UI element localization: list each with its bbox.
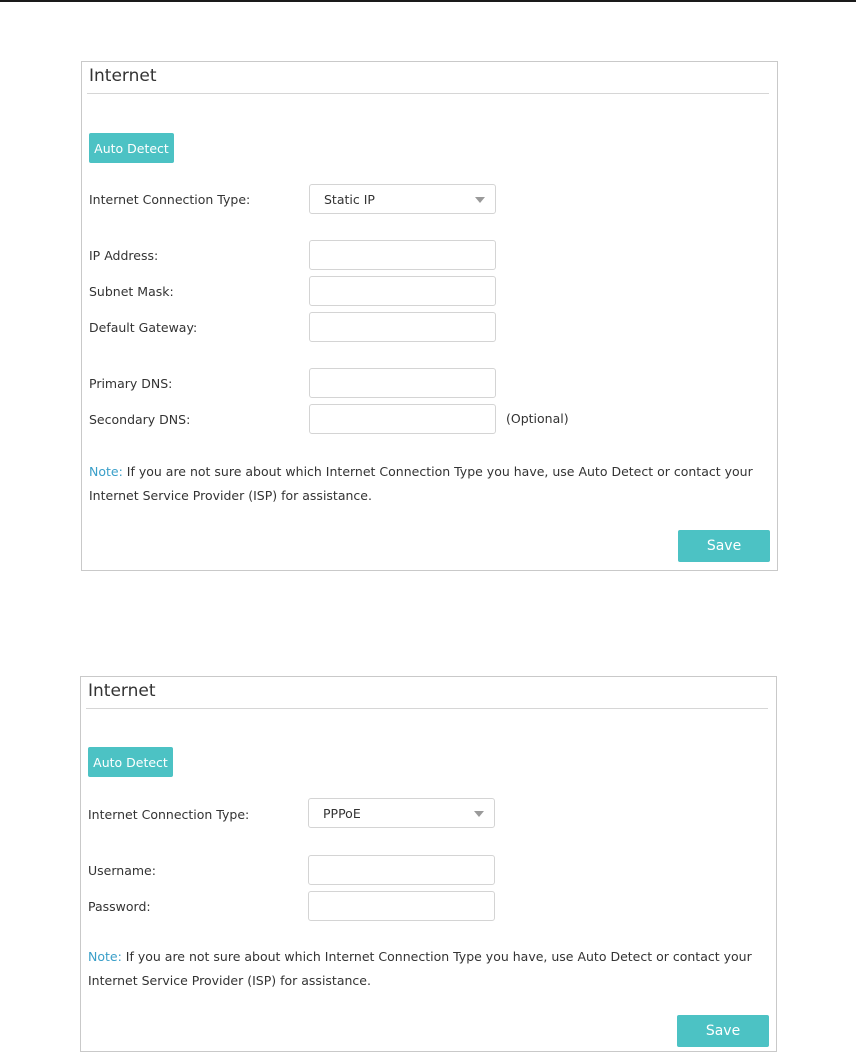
connection-type-select[interactable] — [308, 798, 495, 828]
connection-type-label: Internet Connection Type: — [88, 807, 250, 822]
ip-address-input[interactable] — [309, 240, 496, 270]
note-body: If you are not sure about which Internet Connection Type you have, use Auto Detect or contact your Internet Service Provider (ISP) for assistance. — [89, 464, 753, 503]
title-divider — [86, 708, 768, 709]
username-input[interactable] — [308, 855, 495, 885]
connection-type-value: Static IP — [324, 192, 375, 207]
default-gateway-input[interactable] — [309, 312, 496, 342]
auto-detect-button[interactable]: Auto Detect — [88, 747, 173, 777]
ip-address-label: IP Address: — [89, 248, 159, 263]
panel-title: Internet — [88, 681, 156, 701]
username-label: Username: — [88, 863, 156, 878]
password-input[interactable] — [308, 891, 495, 921]
auto-detect-button[interactable]: Auto Detect — [89, 133, 174, 163]
connection-type-select[interactable] — [309, 184, 496, 214]
save-button[interactable]: Save — [678, 530, 770, 562]
internet-panel-pppoe — [80, 676, 777, 1052]
note-body: If you are not sure about which Internet Connection Type you have, use Auto Detect or contact your Internet Service Provider (ISP) for assistance. — [88, 949, 752, 988]
connection-type-label: Internet Connection Type: — [89, 192, 251, 207]
chevron-down-icon — [475, 197, 485, 203]
internet-panel-static-ip — [81, 61, 778, 571]
page-top-rule — [0, 0, 856, 2]
optional-hint: (Optional) — [506, 411, 569, 426]
secondary-dns-input[interactable] — [309, 404, 496, 434]
note-label: Note: — [88, 949, 122, 964]
note-label: Note: — [89, 464, 123, 479]
connection-type-value: PPPoE — [323, 806, 361, 821]
password-label: Password: — [88, 899, 151, 914]
subnet-mask-input[interactable] — [309, 276, 496, 306]
chevron-down-icon — [474, 811, 484, 817]
subnet-mask-label: Subnet Mask: — [89, 284, 174, 299]
secondary-dns-label: Secondary DNS: — [89, 412, 191, 427]
note-text — [88, 945, 768, 993]
primary-dns-label: Primary DNS: — [89, 376, 173, 391]
default-gateway-label: Default Gateway: — [89, 320, 198, 335]
primary-dns-input[interactable] — [309, 368, 496, 398]
save-button[interactable]: Save — [677, 1015, 769, 1047]
note-text — [89, 460, 769, 508]
panel-title: Internet — [89, 66, 157, 86]
title-divider — [87, 93, 769, 94]
